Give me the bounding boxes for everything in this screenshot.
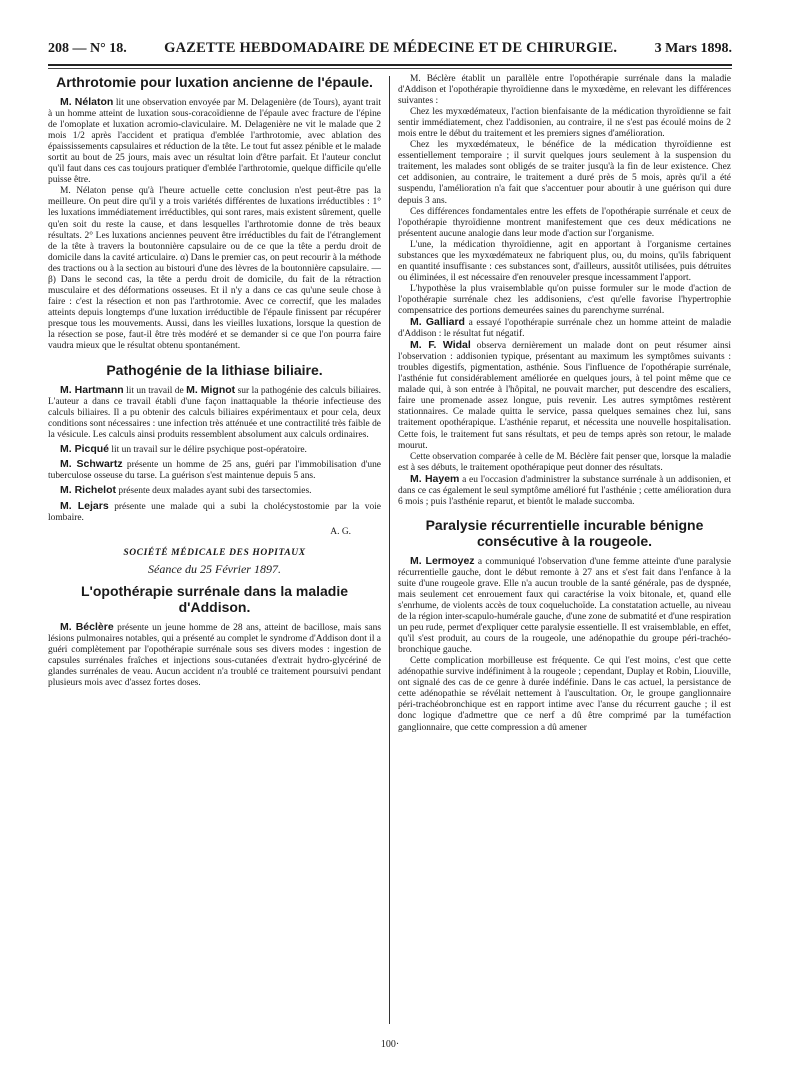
paragraph: [398, 340, 731, 451]
paragraph-text: lit une observation envoyée par M. Delagenière (de Tours), ayant trait à un homme atteint de luxation sous-coracoïdienne de l'épaule avec fracture de l'épine de l'omoplate et luxation acromio-claviculaire. M. Delagenière ne vit le malade que 2 mois 1/2 après l'accident et pratiqua d'emblée l'arthrotomie, avec ablation des épaississements capsulaires et réduction de la tête. Le tout fut assez pénible et le malade sortit au bout de 25 jours, mais avec un résultat loin d'être parfait. Et l'auteur conclut qu'il faut dans ces cas toujours pratiquer d'emblée l'arthrotomie, quelque difficile qu'elle puisse être.: [48, 98, 381, 186]
folio-number: 100·: [380, 1039, 400, 1050]
author-name: M. Béclère: [60, 620, 114, 633]
author-name: M. Nélaton: [60, 96, 114, 108]
paragraph-text: observa dernièrement un malade dont on peut résumer ainsi l'observation : addisonien typique, présentant au maximum les symptômes suivants : troubles digestifs, pigmentation, asthénie. Sous l'influence de l'opothérapie surrénale, l'asthénie fut considérablement améliorée en quelques jours, à tel point même que ce malade qui, à son entrée à l'hôpital, ne pouvait marcher, put descendre des escaliers, faire une promenade assez longue, puis revenir. Les autres symptômes restèrent stationnaires. Ce malade quitta le service, passa quelques semaines chez lui, sans traitement opothérapique. L'asthénie reparut, et nécessita une nouvelle hospitalisation. Cette fois, le traitement fut sans résultats, et peu de temps après son retour, le malade mourut.: [398, 341, 731, 451]
author-name: M. Lejars: [60, 499, 109, 512]
paragraph-text: présente un homme de 25 ans, guéri par l'immobilisation d'une tuberculose osseuse du tarse. La guérison s'est maintenue depuis 5 ans.: [48, 460, 381, 482]
author-name: M. Picqué: [60, 443, 110, 456]
paragraph-text: sur la pathogénie des calculs biliaires. L'auteur a dans ce travail établi d'une façon inattaquable la théorie infectieuse des calculs biliaires. Il a pu obtenir des calculs biliaires expérimentaux et pour cela, deux conditions sont nécessaires : une infection très atténuée et une contractilité très faible de la vésicule. Les calculs ainsi produits ressemblent absolument aux calculs ordinaires.: [48, 386, 382, 441]
section-title-lithiase: Pathogénie de la lithiase biliaire.: [106, 362, 323, 379]
author-name: M. Hartmann: [60, 384, 124, 397]
author-name: M. Richelot: [60, 484, 117, 497]
author-name: M. Mignot: [186, 384, 236, 397]
paragraph: L'une, la médication thyroïdienne, agit en apportant à l'organisme certaines substances que les myxœdémateux ne fabriquent plus, ou, du moins, qu'ils fabriquent en quantité insuffisante : ces substances sont, d'ailleurs, aussitôt utilisées, puis détruites ou éliminées, il est nécessaire d'en renouveler presque incessamment l'apport.: [398, 239, 731, 283]
signature: A. G.: [330, 526, 351, 537]
paragraph: Cette observation comparée à celle de M. Béclère fait penser que, lorsque la maladie est à ses débuts, le traitement opothérapique peut donner des résultats.: [398, 451, 731, 473]
author-name: M. Galliard: [410, 316, 465, 329]
journal-title: GAZETTE HEBDOMADAIRE DE MÉDECINE ET DE CHIRURGIE.: [164, 40, 618, 56]
paragraph: [398, 317, 731, 340]
paragraph-text: présente deux malades ayant subi des tarsectomies.: [118, 486, 312, 497]
page-number: 208 — N° 18.: [48, 41, 127, 56]
section-title-paralysie: Paralysie récurrentielle incurable bénigne consécutive à la rougeole.: [425, 516, 704, 549]
section-title-arthrotomie: Arthrotomie pour luxation ancienne de l'épaule.: [56, 74, 373, 90]
paragraph: Ces différences fondamentales entre les effets de l'opothérapie surrénale et ceux de l'opothérapie thyroïdienne montrent manifestement que ces deux médications ne présentent aucune analogie dans leur mode d'action sur l'organisme.: [398, 206, 731, 239]
section-title-opotherapie: L'opothérapie surrénale dans la maladie d'Addison.: [80, 582, 349, 615]
paragraph: [48, 444, 381, 456]
paragraph-text: lit un travail sur le délire psychique post-opératoire.: [111, 445, 307, 456]
two-column-body: [48, 74, 732, 1024]
paragraph: [48, 97, 381, 186]
header-rule-thin: [48, 68, 732, 69]
paragraph: M. Béclère établit un parallèle entre l'opothérapie surrénale dans la maladie d'Addison et l'opothérapie thyroïdienne dans le myxœdème, en relevant les différences suivantes :: [398, 74, 731, 107]
paragraph: Chez les myxœdémateux, le bénéfice de la médication thyroïdienne est essentiellement temporaire ; il survit quelques jours seulement à la suspension du traitement, les malades sont obligés de se traiter jusqu'à la fin de leur existence. Chez cet addisonien, au contraire, le traitement a duré près de 5 mois, après qu'il a été suspendu, l'amélioration n'a fait que s'accentuer pour aboutir à une guérison qui dure depuis 3 ans.: [398, 140, 731, 206]
paragraph-text: a communiqué l'observation d'une femme atteinte d'une paralysie récurrentielle gauche, dont le début remonte à 27 ans et s'est fait dans l'enfance à la suite d'une rougeole grave. Elle n'a aucun trouble de la santé générale, pas de dyspnée, mais seulement cet enrouement faux qui caractérise la voix bitonale, et, quand elle s'enrhume, de violents accès de toux coqueluchoïde. La constatation actuelle, au niveau de la région inter-scapulo-humérale gauche, d'une zone de submatité et d'une respiration un peu rude, permet d'expliquer cette paralysie essentielle. Il est vraisemblable, en effet, qu'il s'est produit, au cours de la rougeole, une adénopathie du groupe péri-trachéo-bronchique gauche.: [398, 556, 731, 656]
paragraph: [48, 501, 381, 524]
paragraph: [48, 385, 381, 441]
paragraph: [48, 485, 381, 497]
author-name: M. Hayem: [410, 472, 460, 485]
running-head: [48, 40, 732, 58]
journal-page: [48, 40, 732, 1050]
paragraph-text: présente un jeune homme de 28 ans, atteint de bacillose, mais sans lésions pulmonaires notables, qui a présenté au complet le syndrome d'Addison dont il a guéri complètement par l'opothérapie surrénale sous ses divers modes : ingestion de capsules surrénales fraîches et injections sous-cutanées d'extrait hydro-glycériné de glandes surrénales de veau. Aucun accident n'a troublé ce traitement poursuivi pendant plusieurs mois avec d'assez fortes doses.: [48, 622, 381, 688]
author-name: M. Lermoyez: [410, 554, 475, 567]
paragraph-text: lit un travail de: [126, 386, 184, 397]
paragraph: Cette complication morbilleuse est fréquente. Ce qui l'est moins, c'est que cette adénopathie survive indéfiniment à la rougeole ; cependant, Duplay et Robin, Liouville, ont signalé des cas de ce genre à durée indéfinie. Dans le cas actuel, la persistance de cette adénopathie se révélait nettement à l'auscultation. Or, le groupe ganglionnaire péri-trachéobronchique est en rapport intime avec l'anse du récurrent gauche ; il est donc logique d'admettre que ce nerf a dû être comprimé par la tuméfaction ganglionnaire, que cette compression a dû amener: [398, 656, 731, 733]
author-name: M. Schwartz: [60, 458, 123, 471]
paragraph: [398, 556, 731, 656]
paragraph: [398, 474, 731, 508]
issue-date: 3 Mars 1898.: [654, 41, 732, 56]
paragraph-text: a essayé l'opothérapie surrénale chez un homme atteint de maladie d'Addison : le résultat fut négatif.: [398, 318, 731, 340]
paragraph: L'hypothèse la plus vraisemblable qu'on puisse formuler sur le mode d'action de l'opothérapie surrénale chez les addisoniens, c'est qu'elle favorise l'hypertrophie compensatrice des portions demeurées saines du parenchyme surrénal.: [398, 283, 731, 316]
session-date: Séance du 25 Février 1897.: [148, 561, 281, 576]
left-column: [48, 74, 389, 1024]
paragraph: [48, 622, 381, 689]
author-name: M. F. Widal: [410, 339, 471, 352]
society-heading: SOCIÉTÉ MÉDICALE DES HOPITAUX: [123, 547, 306, 558]
paragraph: Chez les myxœdémateux, l'action bienfaisante de la médication thyroïdienne se fait sentir immédiatement, chez l'addisonien, au contraire, il ne s'est pas écoulé moins de 2 mois entre le début du traitement et les premiers signes d'amélioration.: [398, 107, 731, 140]
header-rule: [48, 64, 732, 66]
paragraph: M. Nélaton pense qu'à l'heure actuelle cette conclusion n'est peut-être pas la meilleure. On peut dire qu'il y a trois variétés différentes de luxations irréductibles : 1° les luxations immédiatement irréductibles, qui sont rares, mais existent sûrement, quelle qu'en soit du reste la cause, et dans lesquelles l'arthrotomie donne de très beaux résultats. 2° Les luxations anciennes peuvent être irréductibles du fait de l'étranglement de la tête à travers la boutonnière capsulaire ou de ce que la tête a perdu droit de domicile dans la cavité articulaire. α) Dans le premier cas, on peut recourir à la méthode des tractions ou à la section au bistouri d'une des lèvres de la boutonnière capsulaire. — β) Dans le second cas, la tête a perdu droit de domicile, du fait de la rétraction musculaire et des déformations osseuses. Et il n'y a dans ce cas qu'une seule chose à faire : c'est la résection et non pas l'arthrotomie. Avec ce correctif, que les malades atteints depuis longtemps d'une luxation irréductible de l'épaule finissent par récupérer presque tous les mouvements. Aussi, dans les vieilles luxations, lorsque la question de la résection se pose, faut-il être très modéré et se demander si ce que l'on pourra faire vaudra mieux que le résultat obtenu spontanément.: [48, 186, 381, 352]
right-column: [390, 74, 731, 1024]
paragraph: [48, 459, 381, 482]
paragraph-text: présente une malade qui a subi la cholécystostomie par la voie lombaire.: [48, 501, 381, 523]
paragraph-text: a eu l'occasion d'administrer la substance surrénale à un addisonien, et dans ce cas également le seul symptôme amélioré fut l'asthénie ; cette amélioration dura 6 mois ; puis l'asthénie reparut, et bientôt le malade succomba.: [398, 474, 731, 507]
